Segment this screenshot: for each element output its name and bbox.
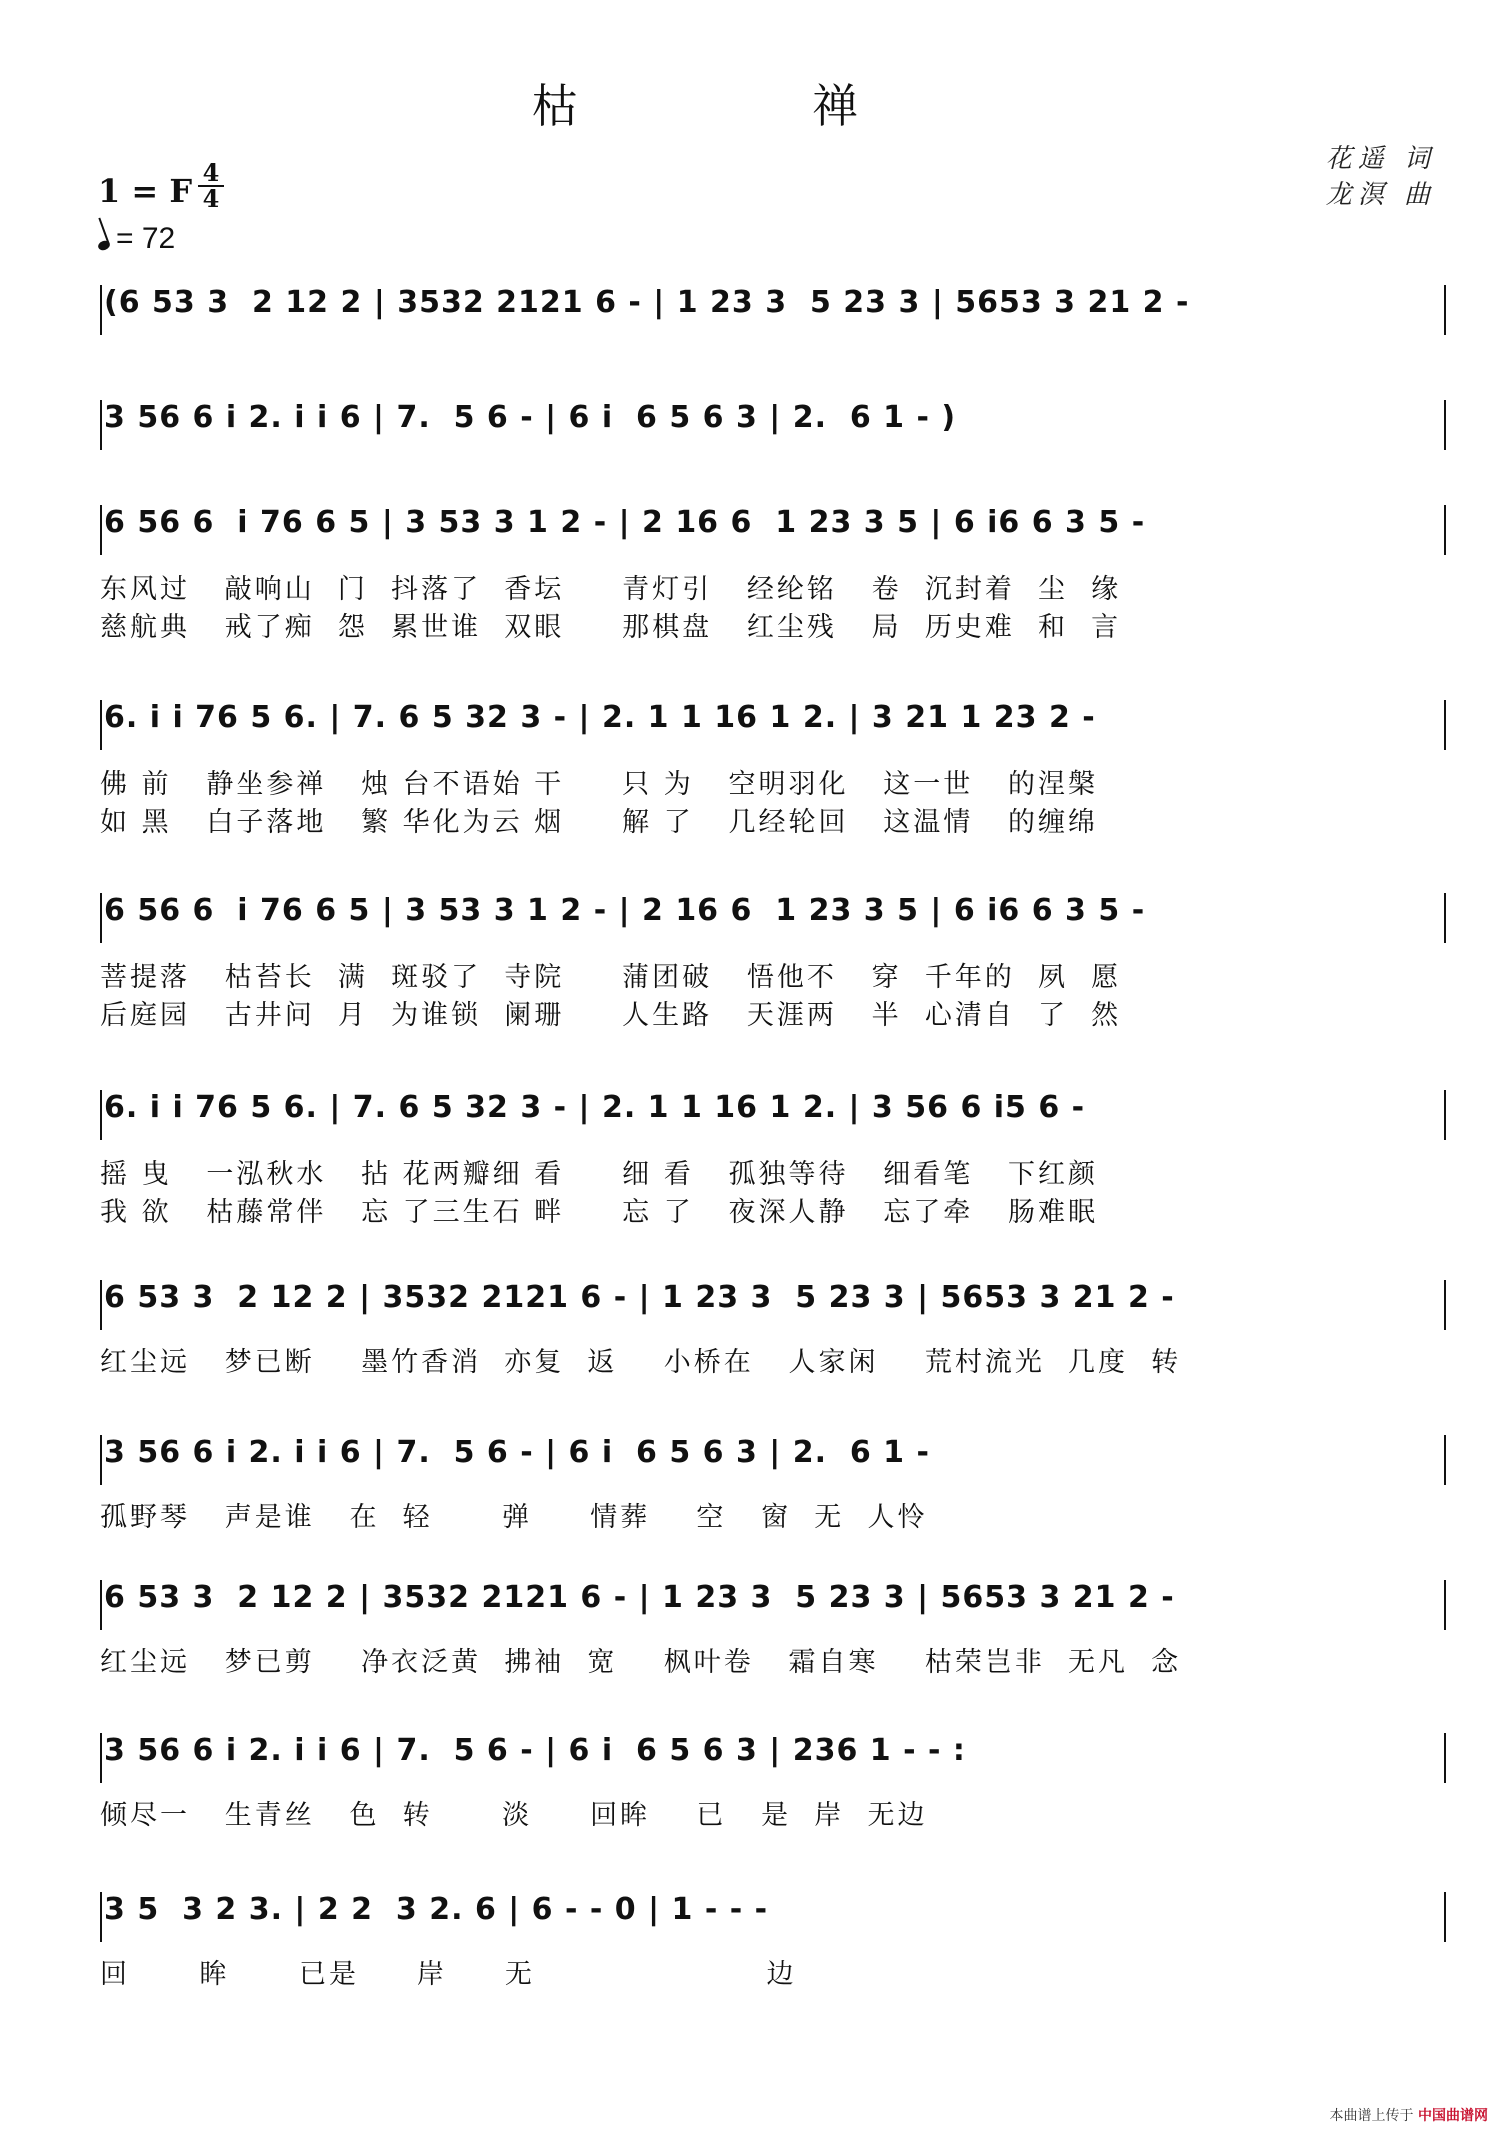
lyric-verse-1: 东风过 敲响山 门 抖落了 香坛 青灯引 经纶铭 卷 沉封着 尘 缘 bbox=[100, 574, 1122, 605]
notation-line: 3 5 3 2 3. | 2 2 3 2. 6 | 6 - - 0 | 1 - - - bbox=[100, 1892, 1446, 1942]
notation-line: 6. i i 76 5 6. | 7. 6 5 32 3 - | 2. 1 1 16 1 2. | 3 21 1 23 2 - bbox=[100, 700, 1446, 750]
key-signature: 1 = F bbox=[98, 172, 193, 210]
upload-watermark bbox=[1330, 2105, 1488, 2125]
lyric-verse-1: 红尘远 梦已断 墨竹香消 亦复 返 小桥在 人家闲 荒村流光 几度 转 bbox=[100, 1347, 1182, 1378]
notation-line: 6 56 6 i 76 6 5 | 3 53 3 1 2 - | 2 16 6 1 23 3 5 | 6 i6 6 3 5 - bbox=[100, 505, 1446, 555]
lyric-verse-2: 慈航典 戒了痴 怨 累世谁 双眼 那棋盘 红尘残 局 历史难 和 言 bbox=[100, 612, 1122, 643]
score-title: 枯 禅 bbox=[531, 79, 969, 133]
lyric-verse-1: 摇 曳 一泓秋水 拈 花两瓣细 看 细 看 孤独等待 细看笔 下红颜 bbox=[100, 1159, 1098, 1190]
composer-credit: 龙溟 曲 bbox=[1325, 180, 1436, 210]
lyric-verse-1: 红尘远 梦已剪 净衣泛黄 拂袖 宽 枫叶卷 霜自寒 枯荣岂非 无凡 念 bbox=[100, 1647, 1182, 1678]
lyricist-credit: 花遥 词 bbox=[1325, 144, 1436, 174]
site-brand: 中国曲谱网 bbox=[1418, 2108, 1488, 2124]
lyric-verse-2: 我 欲 枯藤常伴 忘 了三生石 畔 忘 了 夜深人静 忘了牵 肠难眠 bbox=[100, 1197, 1098, 1228]
notation-line: 6 53 3 2 12 2 | 3532 2121 6 - | 1 23 3 5 23 3 | 5653 3 21 2 - bbox=[100, 1580, 1446, 1630]
notation-line: 6 53 3 2 12 2 | 3532 2121 6 - | 1 23 3 5 23 3 | 5653 3 21 2 - bbox=[100, 1280, 1446, 1330]
upload-text: 本曲谱上传于 bbox=[1329, 2108, 1414, 2124]
notation-line: 3 56 6 i 2. i i 6 | 7. 5 6 - | 6 i 6 5 6 3 | 2. 6 1 - bbox=[100, 1435, 1446, 1485]
quarter-note-icon bbox=[97, 239, 111, 252]
meter-numerator: 4 bbox=[202, 158, 220, 187]
notation-line: 3 56 6 i 2. i i 6 | 7. 5 6 - | 6 i 6 5 6 3 | 236 1 - - : bbox=[100, 1733, 1446, 1783]
tempo-value: = 72 bbox=[116, 222, 176, 255]
lyric-verse-1: 菩提落 枯苔长 满 斑驳了 寺院 蒲团破 悟他不 穿 千年的 夙 愿 bbox=[100, 962, 1122, 993]
notation-line: 3 56 6 i 2. i i 6 | 7. 5 6 - | 6 i 6 5 6 3 | 2. 6 1 - ) bbox=[100, 400, 1446, 450]
lyric-verse-2: 后庭园 古井问 月 为谁锁 阑珊 人生路 天涯两 半 心清自 了 然 bbox=[100, 1000, 1122, 1031]
lyric-verse-1: 回 眸 已是 岸 无 边 bbox=[100, 1959, 797, 1990]
time-signature bbox=[198, 158, 224, 213]
tempo-marking bbox=[98, 222, 175, 256]
lyric-verse-1: 倾尽一 生青丝 色 转 淡 回眸 已 是 岸 无边 bbox=[100, 1800, 928, 1831]
lyric-verse-2: 如 黑 白子落地 繁 华化为云 烟 解 了 几经轮回 这温情 的缠绵 bbox=[100, 807, 1098, 838]
notation-line: 6 56 6 i 76 6 5 | 3 53 3 1 2 - | 2 16 6 1 23 3 5 | 6 i6 6 3 5 - bbox=[100, 893, 1446, 943]
notation-line: 6. i i 76 5 6. | 7. 6 5 32 3 - | 2. 1 1 16 1 2. | 3 56 6 i5 6 - bbox=[100, 1090, 1446, 1140]
notation-line: (6 53 3 2 12 2 | 3532 2121 6 - | 1 23 3 5 23 3 | 5653 3 21 2 - bbox=[100, 285, 1446, 335]
lyric-verse-1: 佛 前 静坐参禅 烛 台不语始 干 只 为 空明羽化 这一世 的涅槃 bbox=[100, 769, 1098, 800]
meter-denominator: 4 bbox=[202, 184, 220, 213]
lyric-verse-1: 孤野琴 声是谁 在 轻 弹 情葬 空 窗 无 人怜 bbox=[100, 1502, 928, 1533]
